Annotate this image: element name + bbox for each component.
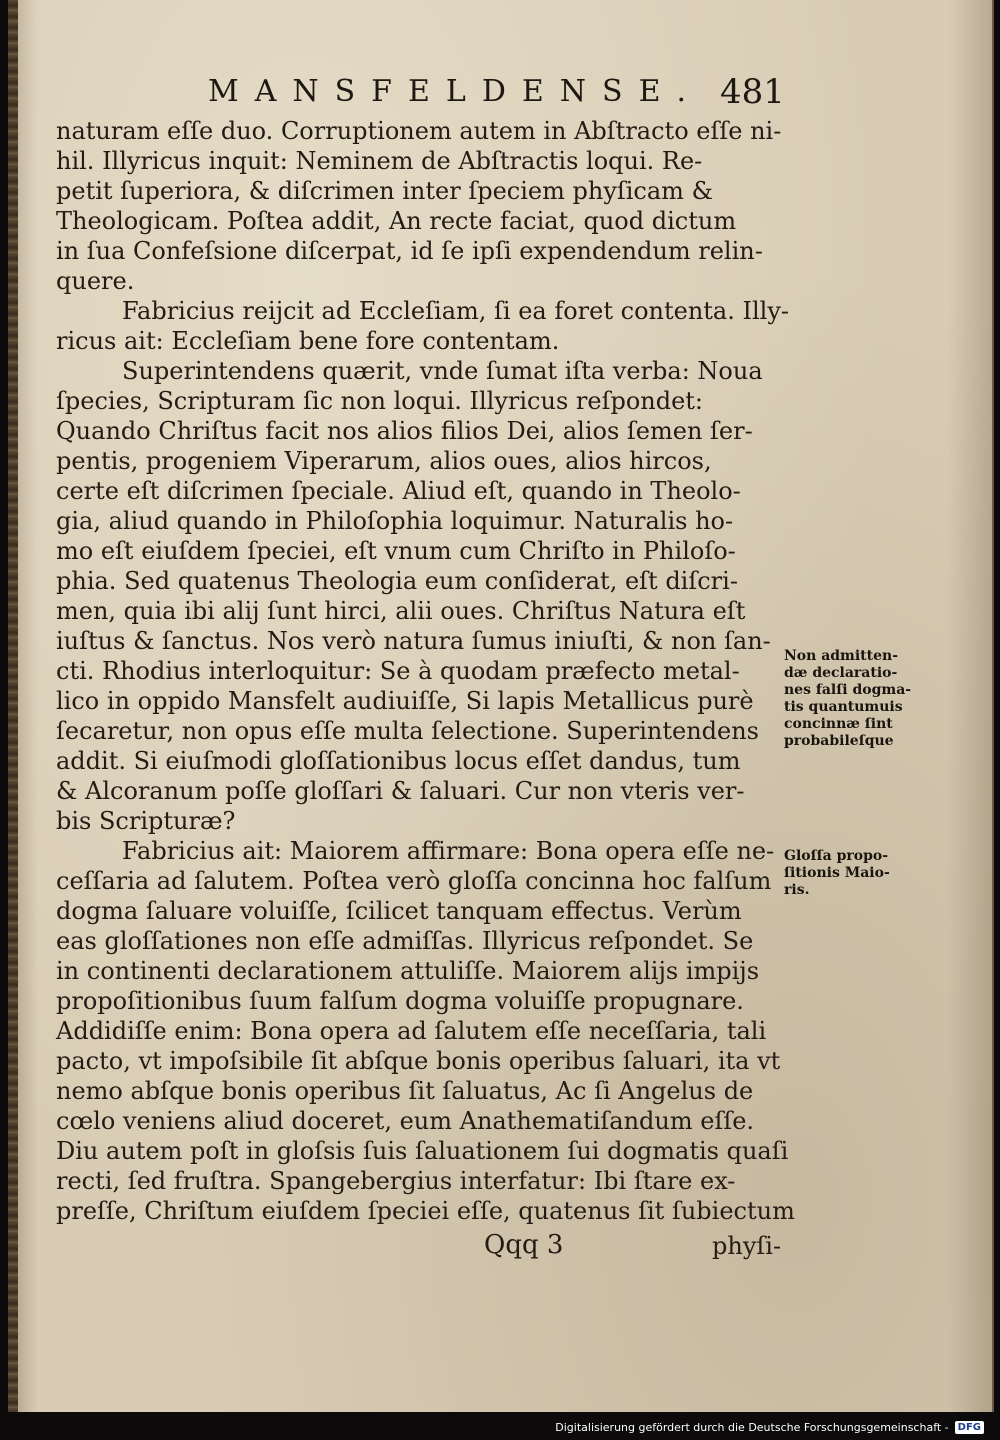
text-line: recti, ſed fruſtra. Spangebergius interfatur: Ibi ſtare ex- [56, 1167, 736, 1195]
text-line: bis Scripturæ? [56, 807, 236, 835]
text-line: preſſe, Chriſtum eiuſdem ſpeciei eſſe, quatenus ſit ſubiectum [56, 1197, 795, 1225]
signature-mark: Qqq 3 [484, 1230, 564, 1260]
catchword: phyſi- [712, 1232, 782, 1260]
text-line: in continenti declarationem attuliſſe. Maiorem alijs impijs [56, 957, 760, 985]
text-line: men, quia ibi alij ſunt hirci, alii oues. Chriſtus Natura eſt [56, 597, 746, 625]
text-line: ſpecies, Scripturam ſic non loqui. Illyricus reſpondet: [56, 387, 704, 415]
book-page [8, 0, 994, 1412]
text-line: addit. Si eiuſmodi gloſſationibus locus eſſet dandus, tum [56, 747, 741, 775]
text-line: mo eſt eiuſdem ſpeciei, eſt vnum cum Chriſto in Philoſo- [56, 537, 736, 565]
text-line: Fabricius ait: Maiorem affirmare: Bona opera eſſe ne- [122, 837, 775, 865]
text-line: Superintendens quærit, vnde ſumat iſta verba: Noua [122, 357, 763, 385]
text-line: Fabricius reijcit ad Eccleſiam, ſi ea foret contenta. Illy- [122, 297, 789, 325]
text-line: eas gloſſationes non eſſe admiſſas. Illyricus reſpondet. Se [56, 927, 754, 955]
marginal-note-line: dæ declaratio- [784, 665, 898, 681]
text-line: pacto, vt impoſsibile ſit abſque bonis operibus ſaluari, ita vt [56, 1047, 781, 1075]
marginal-note-line: Gloſſa propo- [784, 848, 889, 864]
text-line: cti. Rhodius interloquitur: Se à quodam præfecto metal- [56, 657, 740, 685]
text-line: nemo abſque bonis operibus ſit ſaluatus, Ac ſi Angelus de [56, 1077, 754, 1105]
text-line: ricus ait: Eccleſiam bene fore contentam. [56, 327, 560, 355]
text-line: Theologicam. Poſtea addit, An recte faciat, quod dictum [56, 207, 737, 235]
marginal-note-line: ſitionis Maio- [784, 865, 890, 881]
text-line: pentis, progeniem Viperarum, alios oues, alios hircos, [56, 447, 712, 475]
text-line: lico in oppido Mansfelt audiuiſſe, Si lapis Metallicus purè [56, 687, 754, 715]
text-line: quere. [56, 267, 135, 295]
marginal-note [784, 848, 954, 899]
digitization-footer [555, 1421, 984, 1434]
text-line: Quando Chriſtus facit nos alios filios Dei, alios ſemen ſer- [56, 417, 753, 445]
text-line: dogma ſaluare voluiſſe, ſcilicet tanquam effectus. Verùm [56, 897, 742, 925]
text-line: naturam eſſe duo. Corruptionem autem in Abſtracto eſſe ni- [56, 117, 782, 145]
text-line: ceſſaria ad ſalutem. Poſtea verò gloſſa concinna hoc falſum [56, 867, 772, 895]
marginal-note-line: concinnæ ſint [784, 716, 893, 732]
text-line: phia. Sed quatenus Theologia eum conſiderat, eſt diſcri- [56, 567, 738, 595]
text-line: iuſtus & ſanctus. Nos verò natura ſumus iniuſti, & non ſan- [56, 627, 771, 655]
dfg-logo-icon: DFG [955, 1421, 984, 1434]
marginal-note-line: tis quantumuis [784, 699, 903, 715]
text-line: certe eſt diſcrimen ſpeciale. Aliud eſt, quando in Theolo- [56, 477, 741, 505]
page-number: 481 [720, 72, 785, 112]
text-line: petit ſuperiora, & diſcrimen inter ſpeciem phyſicam & [56, 177, 713, 205]
binding-edge [8, 0, 18, 1412]
marginal-note-line: probabileſque [784, 733, 894, 749]
text-line: Addidiſſe enim: Bona opera ad ſalutem eſſe neceſſaria, tali [56, 1017, 767, 1045]
text-line: ſecaretur, non opus eſſe multa ſelectione. Superintendens [56, 717, 759, 745]
running-title: MANSFELDENSE. [208, 74, 703, 109]
text-line: gia, aliud quando in Philoſophia loquimur. Naturalis ho- [56, 507, 734, 535]
marginal-note [784, 648, 954, 750]
text-line: hil. Illyricus inquit: Neminem de Abſtractis loqui. Re- [56, 147, 703, 175]
text-line: & Alcoranum poſſe gloſſari & ſaluari. Cur non vteris ver- [56, 777, 745, 805]
text-line: propoſitionibus ſuum falſum dogma voluiſſe propugnare. [56, 987, 744, 1015]
body-text [56, 116, 795, 1226]
footer-credit: Digitalisierung gefördert durch die Deutsche Forschungsgemeinschaft - [555, 1421, 949, 1434]
marginal-note-line: Non admitten- [784, 648, 899, 664]
text-line: Diu autem poſt in gloſsis ſuis ſaluationem ſui dogmatis quaſi [56, 1137, 789, 1165]
text-line: cœlo veniens aliud doceret, eum Anathematiſandum eſſe. [56, 1107, 755, 1135]
marginal-note-line: nes falſi dogma- [784, 682, 912, 698]
marginal-note-line: ris. [784, 882, 810, 898]
text-line: in ſua Confeſsione diſcerpat, id ſe ipſi expendendum relin- [56, 237, 763, 265]
